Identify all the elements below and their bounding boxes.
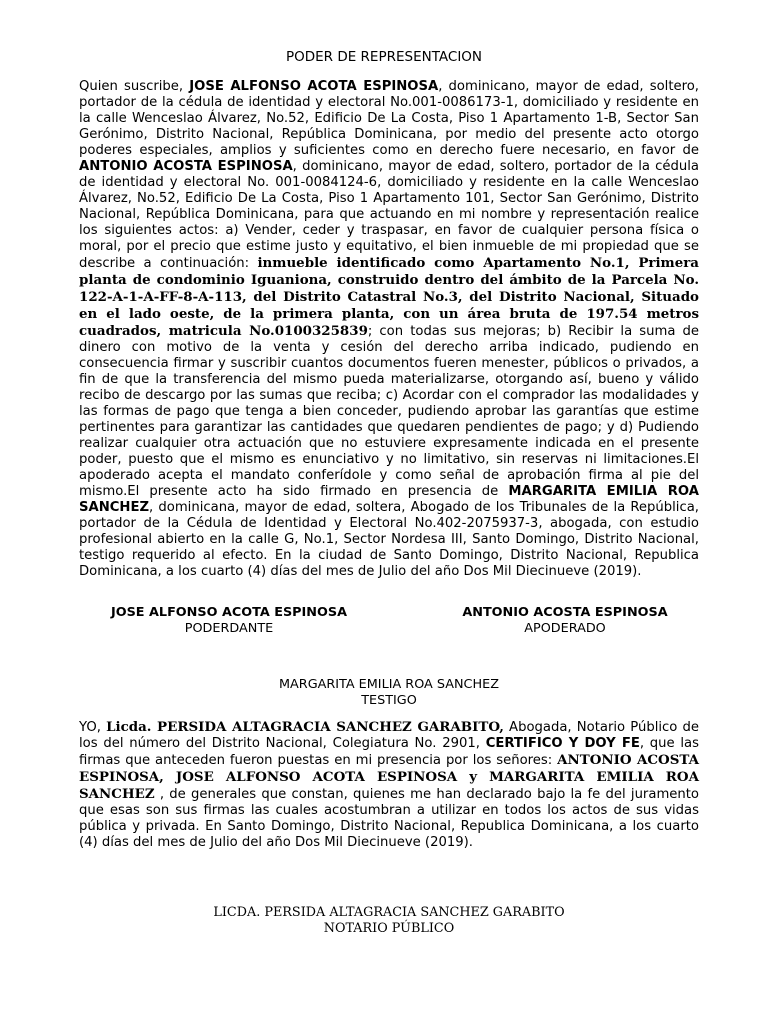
notary-text: YO, [79,720,107,735]
signature-role: PODERDANTE [184,621,274,636]
grantor-name: JOSE ALFONSO ACOTA ESPINOSA [189,79,439,94]
document-title: PODER DE REPRESENTACION [285,49,483,65]
notary-signature-name: LICDA. PERSIDA ALTAGRACIA SANCHEZ GARABITO [213,905,565,920]
notary-text: , de generales que constan, quienes me han declarado bajo la fe del juramento que esas son sus firmas las cuales acostumbran a utilizar en todos los actos de sus vidas pública y privada. En Santo Domingo, Distrito Nacional, Republica Dominicana, a los cuarto (4) días del mes de Julio del año Dos Mil Diecinueve (2019). [79,787,699,850]
signatory-names: ANTONIO ACOSTA ESPINOSA, JOSE ALFONSO ACOTA ESPINOSA y MARGARITA EMILIA ROA SANCHEZ [79,752,700,802]
signature-name: MARGARITA EMILIA ROA SANCHEZ [279,677,499,692]
witness-name: MARGARITA EMILIA ROA SANCHEZ [79,484,699,515]
grantor-signature-block [79,605,379,637]
signature-role: APODERADO [524,621,606,636]
property-description: inmueble identificado como Apartamento No.1, Primera planta de condominio Iguaniona, construido dentro del ámbito de la Parcela No. 122-A-1-A-FF-8-A-113, del Distrito Catastral No.3, del Distrito Nacional, Situado en el lado oeste, de la primera planta, con un área bruta de 197.54 metros cuadrados, matricula No.0100325839 [79,255,699,339]
signature-role: TESTIGO [361,693,417,708]
notary-signature-block [0,905,768,937]
witness-signature-block [0,677,768,709]
body-text: ; con todas sus mejoras; b) Recibir la suma de dinero con motivo de la venta y cesión del derecho arriba indicado, pudiendo en consecuencia firmar y suscribir cuantos documentos fueren menester, públicos o privados, a fin de que la transferencia del mismo pueda materializarse, otorgando así, bueno y válido recibo de descargo por las sumas que reciba; c) Acordar con el comprador las modalidades y las formas de pago que tenga a bien conceder, pudiendo aprobar las garantías que estime pertinentes para garantizar las cantidades que quedaren pendientes de pago; y d) Pudiendo realizar cualquier otra actuación que no estuviere expresamente indicada en el presente poder, puesto que el mismo es enunciativo y no limitativo, sin reservas ni limitaciones.El apoderado acepta el mandato conferídole y como señal de aprobación firma al pie del mismo.El presente acto ha sido firmado en presencia de [79,324,699,499]
body-text: Quien suscribe, [79,79,190,94]
body-text: , dominicana, mayor de edad, soltera, Abogado de los Tribunales de la República, portador de la Cédula de Identidad y Electoral No.402-2075937-3, abogada, con estudio profesional abierto en la calle G, No.1, Sector Nordesa III, Santo Domingo, Distrito Nacional, testigo requerido al efecto. En la ciudad de Santo Domingo, Distrito Nacional, Republica Dominicana, a los cuarto (4) días del mes de Julio del año Dos Mil Diecinueve (2019). [79,500,699,579]
notary-certification [79,719,699,851]
signature-name: ANTONIO ACOSTA ESPINOSA [462,605,668,620]
attorney-name: ANTONIO ACOSTA ESPINOSA [79,159,293,174]
power-of-attorney-body [79,79,699,580]
attorney-signature-block [425,605,705,637]
signature-name: JOSE ALFONSO ACOTA ESPINOSA [110,605,348,620]
notary-text: Abogada, Notario Público de los del número del Distrito Nacional, Colegiatura No. 2901, [79,720,699,751]
body-text: , dominicano, mayor de edad, soltero, portador de la cédula de identidad y electoral No.001-0086173-1, domiciliado y residente en la calle Wenceslao Álvarez, No.52, Edificio De La Costa, Piso 1 Apartamento 1-B, Sector San Gerónimo, Distrito Nacional, República Dominicana, por medio del presente acto otorgo poderes especiales, amplios y suficientes como en derecho fuere necesario, en favor de [79,79,699,158]
body-text: , dominicano, mayor de edad, soltero, portador de la cédula de identidad y electoral No. 001-0084124-6, domiciliado y residente en la calle Wenceslao Álvarez, No.52, Edificio De La Costa, Piso 1 Apartamento 101, Sector San Gerónimo, Distrito Nacional, República Dominicana, para que actuando en mi nombre y representación realice los siguientes actos: a) Vender, ceder y traspasar, en favor de cualquier persona física o moral, por el precio que estime justo y equitativo, el bien inmueble de mi propiedad que se describe a continuación: [79,159,700,271]
notary-name: Licda. PERSIDA ALTAGRACIA SANCHEZ GARABITO, [106,719,504,735]
notary-text: , que las firmas que anteceden fueron puestas en mi presencia por los señores: [79,736,699,768]
notary-signature-role: NOTARIO PÚBLICO [323,921,455,936]
certification-phrase: CERTIFICO Y DOY FE [485,736,640,751]
